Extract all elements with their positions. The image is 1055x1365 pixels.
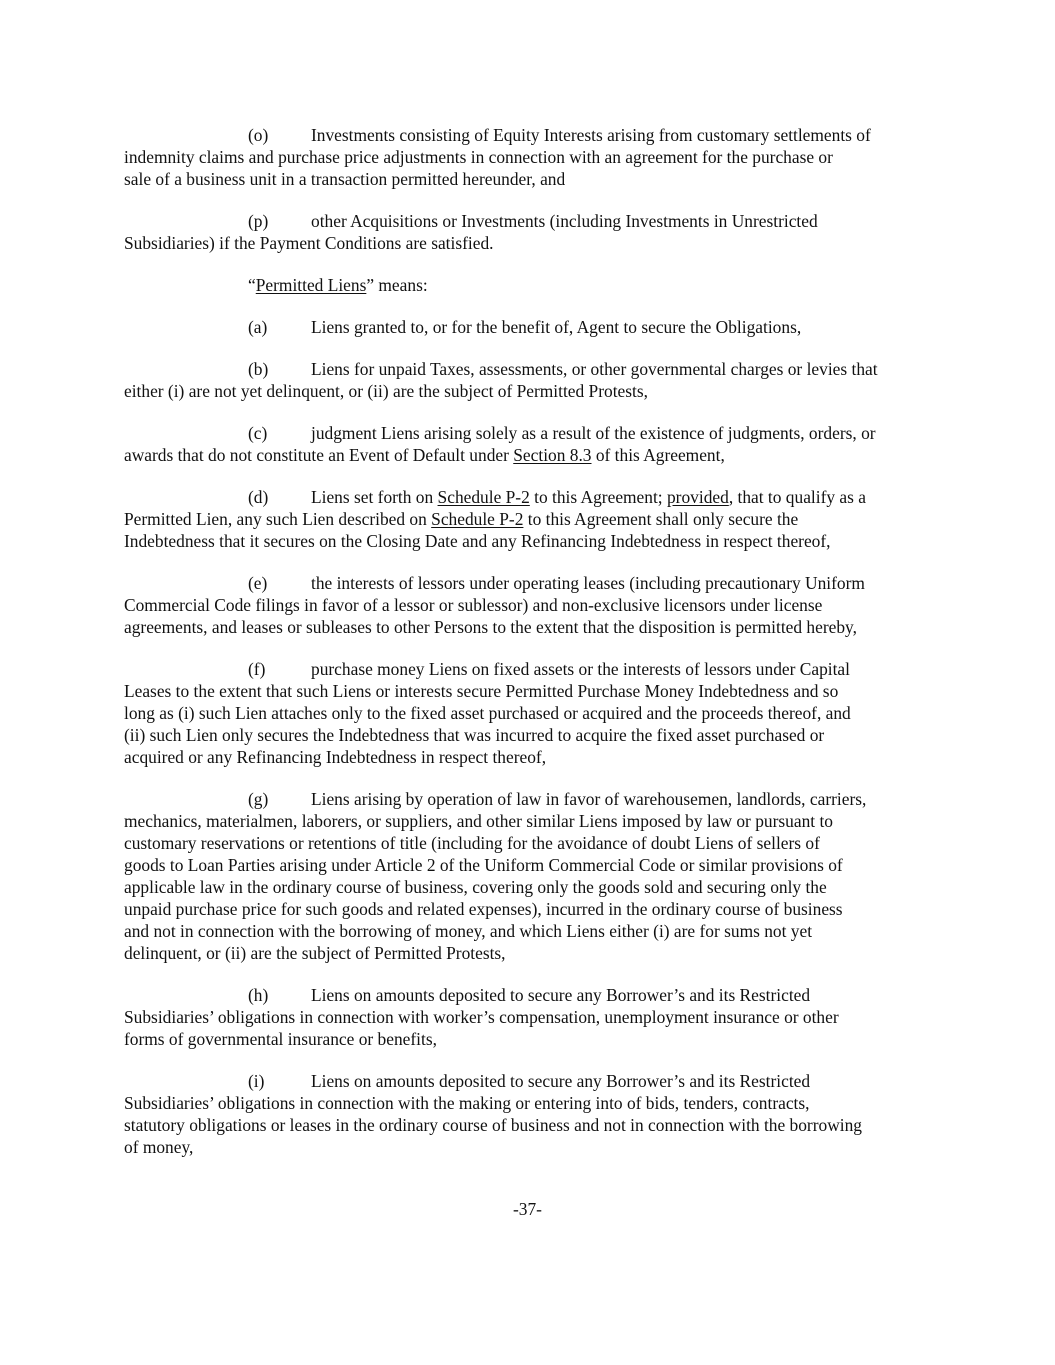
- text-line: [124, 616, 934, 638]
- text-segment: the interests of lessors under operating leases (including precautionary Uniform: [311, 573, 865, 593]
- text-segment: Subsidiaries’ obligations in connection with worker’s compensation, unemployment insurance or other: [124, 1007, 839, 1027]
- text-segment: ” means:: [366, 275, 428, 295]
- clause-label: (o): [248, 125, 269, 145]
- text-segment: other Acquisitions or Investments (including Investments in Unrestricted: [311, 211, 818, 231]
- text-segment: to this Agreement shall only secure the: [523, 509, 799, 529]
- defined-term-reference: Permitted Liens: [255, 275, 367, 295]
- text-segment: Investments consisting of Equity Interests arising from customary settlements of: [311, 125, 871, 145]
- clause-paragraph: [124, 124, 934, 190]
- text-line: [124, 594, 934, 616]
- text-segment: of this Agreement,: [591, 445, 725, 465]
- text-line: [124, 530, 934, 552]
- text-line: [124, 358, 934, 380]
- text-line: [124, 1070, 934, 1092]
- text-segment: Liens arising by operation of law in favor of warehousemen, landlords, carriers,: [311, 789, 867, 809]
- text-line: [124, 810, 934, 832]
- text-line: [124, 984, 934, 1006]
- text-line: [124, 124, 934, 146]
- text-line: [124, 898, 934, 920]
- text-segment: forms of governmental insurance or benefits,: [124, 1029, 437, 1049]
- text-line: [124, 572, 934, 594]
- clause-label: (f): [248, 659, 266, 679]
- defined-term-reference: provided: [666, 487, 729, 507]
- text-segment: sale of a business unit in a transaction permitted hereunder, and: [124, 169, 566, 189]
- clause-paragraph: [124, 658, 934, 768]
- text-segment: Liens on amounts deposited to secure any Borrower’s and its Restricted: [311, 1071, 811, 1091]
- text-segment: judgment Liens arising solely as a result of the existence of judgments, orders, or: [311, 423, 876, 443]
- clause-paragraph: [124, 486, 934, 552]
- page-number: -37-: [513, 1199, 542, 1219]
- text-segment: , that to qualify as a: [728, 487, 866, 507]
- clause-label: (b): [248, 359, 269, 379]
- text-line: [124, 1028, 934, 1050]
- text-segment: Liens granted to, or for the benefit of, Agent to secure the Obligations,: [311, 317, 802, 337]
- text-line: [124, 832, 934, 854]
- text-line: [124, 724, 934, 746]
- text-segment: Liens set forth on: [311, 487, 438, 507]
- clause-paragraph: [124, 788, 934, 964]
- clause-label: (e): [248, 573, 268, 593]
- text-line: [124, 380, 934, 402]
- document-body: [124, 124, 934, 1178]
- text-segment: statutory obligations or leases in the ordinary course of business and not in connection with the borrowing: [124, 1115, 862, 1135]
- text-segment: long as (i) such Lien attaches only to the fixed asset purchased or acquired and the proceeds thereof, and: [124, 703, 851, 723]
- clause-paragraph: [124, 1070, 934, 1158]
- text-segment: either (i) are not yet delinquent, or (ii) are the subject of Permitted Protests,: [124, 381, 648, 401]
- clause-paragraph: [124, 358, 934, 402]
- text-segment: Subsidiaries) if the Payment Conditions are satisfied.: [124, 233, 494, 253]
- clause-label: (a): [248, 317, 268, 337]
- text-line: [124, 876, 934, 898]
- clause-label: (p): [248, 211, 269, 231]
- text-segment: Subsidiaries’ obligations in connection with the making or entering into of bids, tenders, contracts,: [124, 1093, 810, 1113]
- clause-label: (g): [248, 789, 269, 809]
- text-segment: unpaid purchase price for such goods and related expenses), incurred in the ordinary course of business: [124, 899, 843, 919]
- text-segment: Liens for unpaid Taxes, assessments, or other governmental charges or levies that: [311, 359, 878, 379]
- text-line: [124, 146, 934, 168]
- text-line: [124, 702, 934, 724]
- text-line: [124, 854, 934, 876]
- text-segment: Permitted Lien, any such Lien described on: [124, 509, 432, 529]
- text-line: [124, 210, 934, 232]
- text-segment: of money,: [124, 1137, 194, 1157]
- text-line: [124, 658, 934, 680]
- clause-label: (d): [248, 487, 269, 507]
- text-segment: Leases to the extent that such Liens or interests secure Permitted Purchase Money Indebtedness and so: [124, 681, 839, 701]
- text-segment: Indebtedness that it secures on the Closing Date and any Refinancing Indebtedness in respect thereof,: [124, 531, 831, 551]
- defined-term-reference: Schedule P-2: [431, 509, 524, 529]
- clause-paragraph: [124, 316, 934, 338]
- text-line: [124, 746, 934, 768]
- text-segment: mechanics, materialmen, laborers, or suppliers, and other similar Liens imposed by law or pursuant to: [124, 811, 833, 831]
- clause-label: (i): [248, 1071, 265, 1091]
- text-line: [124, 232, 934, 254]
- text-segment: delinquent, or (ii) are the subject of Permitted Protests,: [124, 943, 506, 963]
- text-line: [124, 788, 934, 810]
- text-line: [124, 1114, 934, 1136]
- text-line: [124, 1092, 934, 1114]
- text-segment: indemnity claims and purchase price adjustments in connection with an agreement for the purchase or: [124, 147, 833, 167]
- clause-paragraph: [124, 422, 934, 466]
- text-segment: customary reservations or retentions of title (including for the avoidance of doubt Liens of sellers of: [124, 833, 820, 853]
- defined-term-reference: Schedule P-2: [437, 487, 530, 507]
- text-segment: and not in connection with the borrowing of money, and which Liens either (i) are for sums not yet: [124, 921, 813, 941]
- text-line: [124, 422, 934, 444]
- text-line: [124, 486, 934, 508]
- text-line: [124, 508, 934, 530]
- text-segment: goods to Loan Parties arising under Article 2 of the Uniform Commercial Code or similar provisions of: [124, 855, 843, 875]
- text-line: [124, 1136, 934, 1158]
- text-segment: “: [248, 275, 256, 295]
- text-segment: to this Agreement;: [529, 487, 667, 507]
- clause-label: (h): [248, 985, 269, 1005]
- clause-paragraph: [124, 274, 934, 296]
- clause-label: (c): [248, 423, 268, 443]
- defined-term-reference: Section 8.3: [513, 445, 592, 465]
- text-line: [124, 444, 934, 466]
- text-line: [124, 274, 934, 296]
- text-line: [124, 1006, 934, 1028]
- clause-paragraph: [124, 210, 934, 254]
- text-line: [124, 680, 934, 702]
- text-segment: Commercial Code filings in favor of a lessor or sublessor) and non-exclusive licensors under license: [124, 595, 823, 615]
- clause-paragraph: [124, 572, 934, 638]
- text-segment: purchase money Liens on fixed assets or the interests of lessors under Capital: [311, 659, 850, 679]
- text-line: [124, 168, 934, 190]
- text-segment: applicable law in the ordinary course of business, covering only the goods sold and securing only the: [124, 877, 827, 897]
- text-segment: agreements, and leases or subleases to other Persons to the extent that the disposition is permitted hereby,: [124, 617, 857, 637]
- clause-paragraph: [124, 984, 934, 1050]
- text-segment: Liens on amounts deposited to secure any Borrower’s and its Restricted: [311, 985, 811, 1005]
- text-line: [124, 316, 934, 338]
- text-line: [124, 920, 934, 942]
- text-segment: awards that do not constitute an Event of Default under: [124, 445, 514, 465]
- text-segment: acquired or any Refinancing Indebtedness in respect thereof,: [124, 747, 547, 767]
- text-line: [124, 942, 934, 964]
- text-segment: (ii) such Lien only secures the Indebtedness that was incurred to acquire the fixed asset purchased or: [124, 725, 825, 745]
